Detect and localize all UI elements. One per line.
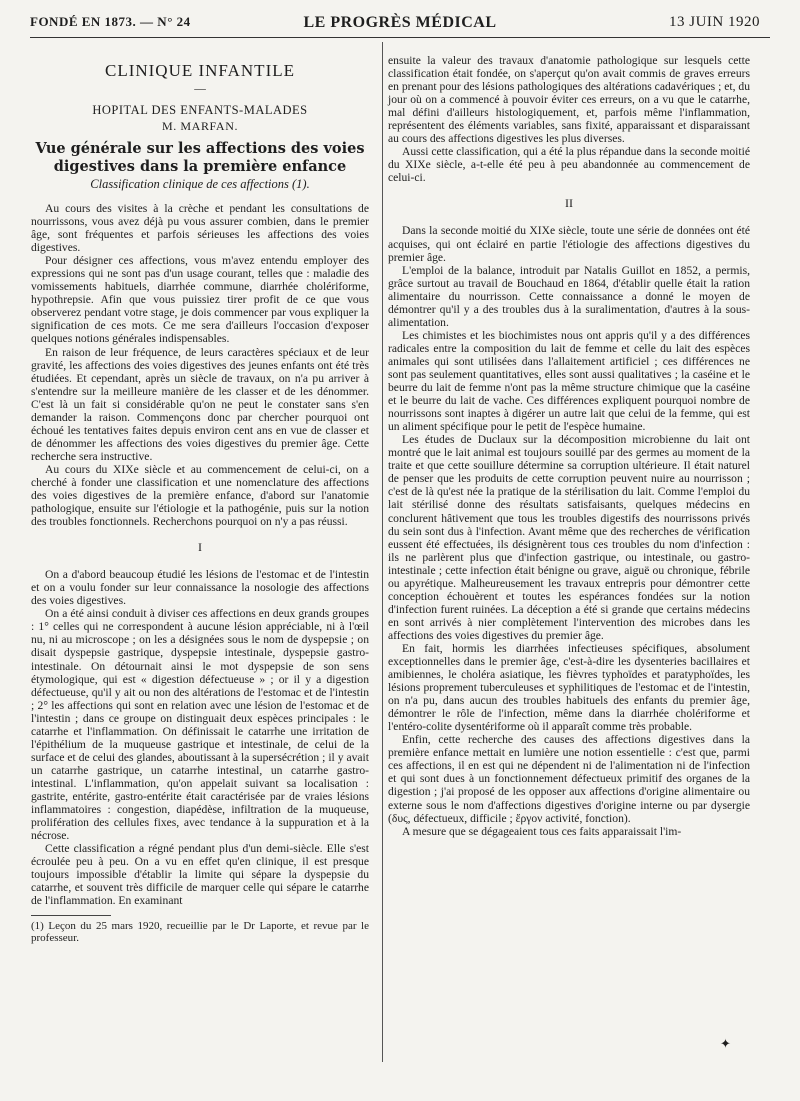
- paragraph: On a d'abord beaucoup étudié les lésions de l'estomac et de l'intestin et on a voulu fonder sur leur connaissance la nosologie des affections des voies digestives.: [31, 568, 369, 608]
- paragraph: On a été ainsi conduit à diviser ces affections en deux grands groupes : 1° celles qui ne correspondent à aucune lésion appréciable, ni à l'œil nu, ni au microscope ; on les a désignées sous le nom de dyspepsie ; on disait dyspepsie gastrique, dyspepsie intestinale, dyspepsie gastro-intestinale. On détournait ainsi le mot dyspepsie de son sens étymologique, qui est « digestion défectueuse » ; or il y a digestion défectueuse, qu'il y ait ou non des altérations de l'estomac et de l'intestin ; 2° les affections qui sont en relation avec une lésion de l'estomac et de l'intestin ; dans ce groupe on distinguait deux espèces principales : le catarrhe et l'inflammation. On définissait le catarrhe une irritation de l'épithélium de la muqueuse gastrique et intestinale, de celui de la surface et de celui des glandes, aboutissant à la supersécrétion ; il y avait un catarrhe gastrique, un catarrhe intestinal, un catarrhe gastro-intestinal. L'inflammation, qu'on appelait suivant sa localisation : gastrite, entérite, gastro-entérite était caractérisée par de vraies lésions inflammatoires : congestion, diapédèse, infiltration de la muqueuse, prolifération des cellules fixes, avec tendance à la suppuration et à la nécrose.: [31, 607, 369, 843]
- column-divider: [382, 42, 383, 1062]
- paragraph: Les études de Duclaux sur la décomposition microbienne du lait ont montré que le lait animal est toujours souillé par des germes au moment de la traite et que cette souillure détermine sa corruption ultérieure. Il était naturel de penser que les produits de cette corruption peuvent nuire au nourrisson ; c'est de là qu'est née la pratique de la stérilisation du lait. Comme l'emploi du lait stérilisé donne des résultats satisfaisants, quelques médecins en conclurent hâtivement que tous les troubles digestifs des nourrissons privés du sein sont dus à l'infection. Avant même que des recherches de vérification eussent été effectuées, ils désignèrent tous ces troubles du nom d'infection : ils ne parlèrent plus que d'infection gastrique, ou intestinale, ou gastro-intestinale ; cette infection était bénigne ou grave, aiguë ou chronique, fébrile ou apyrétique. Malheureusement les travaux entrepris pour démontrer cette conception échouèrent et toutes les espérances fondées sur la notion d'infection furent ruinées. La déception a été si grande que certains médecins en sont arrivés à nier complètement l'intervention des microbes dans les affections des voies digestives du premier âge.: [388, 433, 750, 642]
- section-heading-i: I: [198, 540, 202, 555]
- footnote: (1) Leçon du 25 mars 1920, recueillie par le Dr Laporte, et revue par le professeur.: [31, 920, 369, 945]
- footnote-rule: [31, 915, 111, 916]
- end-ornament: ✦: [720, 1036, 731, 1051]
- article-title-line-2: digestives dans la première enfance: [53, 158, 347, 175]
- paragraph: Pour désigner ces affections, vous m'avez entendu employer des expressions qui ne sont pas d'un usage courant, telles que : maladie des vomissements habituels, diarrhée commune, diarrhée cholériforme, hypothrepsie. Afin que vous puissiez tirer profit de ce que vous observerez pendant votre stage, je dois commencer par vous expliquer la signification de ces mots. Ce me sera d'ailleurs l'occasion d'exposer quelques notions générales indispensables.: [31, 254, 369, 346]
- paragraph: Cette classification a régné pendant plus d'un demi-siècle. Elle s'est écroulée peu à peu. On a vu en effet qu'en clinique, il est presque toujours impossible d'établir la limite qui sépare la dyspepsie du catarrhe, et souvent très difficile de marquer celle qui sépare le catarrhe de l'inflammation. En examinant: [31, 842, 369, 908]
- paragraph: Enfin, cette recherche des causes des affections digestives dans la première enfance mettait en lumière une notion essentielle : c'est que, parmi ces affections, il en est qui ne dépendent ni de l'alimentation ni de l'infection et qui sont dues à un fonctionnement défectueux primitif des organes de la digestion ; j'ai proposé de les opposer aux affections d'origine alimentaire ou externe sous le nom d'affections digestives d'origine interne ou par dysergie (δυς, défectueux, difficile ; ἔργον activité, fonction).: [388, 733, 750, 825]
- section-heading-ii: II: [565, 196, 573, 211]
- paragraph: Aussi cette classification, qui a été la plus répandue dans la seconde moitié du XIXe siècle, a-t-elle été peu à peu abandonnée au commencement de celui-ci.: [388, 145, 750, 185]
- journal-title: LE PROGRÈS MÉDICAL: [303, 14, 497, 31]
- issue-date: 13 JUIN 1920: [669, 14, 760, 30]
- paragraph: En fait, hormis les diarrhées infectieuses spécifiques, absolument exceptionnelles dans le premier âge, c'est-à-dire les dysenteries bacillaires et amibiennes, le choléra asiatique, les fièvres typhoïdes et paratyphoïdes, les lésions proprement tuberculeuses et syphilitiques de l'estomac et de l'intestin, on n'a pu, dans aucun des troubles habituels des enfants du premier âge, démontrer le rôle de l'infection, même dans la diarrhée cholériforme et l'entéro-colite dysentériforme où il apparaît comme très probable.: [388, 641, 750, 734]
- paragraph: Au cours des visites à la crèche et pendant les consultations de nourrissons, vous avez déjà pu vous assurer combien, dans le premier âge, sont fréquentes et parfois sérieuses les affections des voies digestives.: [31, 202, 369, 255]
- header-rule: [30, 37, 770, 38]
- paragraph: En raison de leur fréquence, de leurs caractères spéciaux et de leur gravité, les affections des voies digestives des jeunes enfants ont été très étudiées. Et cependant, après un siècle de travaux, on n'a pu arriver à s'entendre sur la meilleure manière de les classer et de les dénommer. C'est là un fait si considérable qu'on ne peut le constater sans s'en demander la raison. Commençons donc par chercher pourquoi ont échoué les tentatives faites depuis environ cent ans en vue de classer et de dénommer les affections des voies digestives du premier âge. Cette recherche sera instructive.: [31, 345, 369, 463]
- paragraph: ensuite la valeur des travaux d'anatomie pathologique sur lesquels cette classification était fondée, on s'aperçut qu'on avait commis de graves erreurs en prenant pour des lésions pathologiques des altérations cadavériques ; et, du jour où on a commencé à pouvoir éviter ces erreurs, on a vu que le catarrhe, mal défini d'ailleurs histologiquement, et, parfois même l'inflammation, représentent des éléments variables, sans fixité, apparaissant et disparaissant au cours des affections digestives les plus diverses.: [388, 54, 750, 146]
- rubric-dash: —: [194, 82, 206, 95]
- rubric-title: CLINIQUE INFANTILE: [104, 61, 295, 80]
- founding-note: FONDÉ EN 1873. — N° 24: [30, 14, 191, 29]
- article-subtitle: Classification clinique de ces affections (1).: [90, 177, 310, 191]
- right-column: [388, 54, 750, 838]
- paragraph: Les chimistes et les biochimistes nous ont appris qu'il y a des différences radicales entre la composition du lait de femme et celle du lait des espèces animales qui sont utilisées dans l'allaitement artificiel ; ces différences ne sont pas seulement quantitatives, elles sont aussi qualitatives ; la caséine et le beurre du lait de femme n'ont pas la même structure chimique que la caséine et le beurre du lait de vache. Ces différences expliquent pourquoi nombre de nourrissons sont inaptes à digérer un autre lait que celui de la femme, qui est un aliment spécifique pour le petit de l'espèce humaine.: [388, 328, 750, 434]
- left-column: [31, 60, 369, 944]
- paragraph: L'emploi de la balance, introduit par Natalis Guillot en 1852, a permis, grâce surtout au travail de Bouchaud en 1864, d'établir quelle était la ration alimentaire du nourrisson. Cette connaissance a donné le moyen de démontrer qu'il y a des troubles dus à la suralimentation, d'autres à la sous-alimentation.: [388, 263, 750, 329]
- paragraph: A mesure que se dégageaient tous ces faits apparaissait l'im-: [402, 824, 682, 838]
- paragraph: Au cours du XIXe siècle et au commencement de celui-ci, on a cherché à fonder une classification et une nomenclature des affections des voies digestives de la première enfance, d'abord sur l'anatomie pathologique, ensuite sur l'étiologie et la pathogénie, puis sur la notion des troubles fonctionnels. Recherchons pourquoi on n'y a pas réussi.: [31, 462, 369, 529]
- paragraph: Dans la seconde moitié du XIXe siècle, toute une série de données ont été acquises, qui ont éclairé en partie l'étiologie des affections digestives du premier âge.: [388, 224, 750, 264]
- hospital-name: HOPITAL DES ENFANTS-MALADES: [92, 103, 308, 117]
- article-title-line-1: Vue générale sur les affections des voies: [35, 140, 365, 157]
- author-name: M. MARFAN.: [161, 119, 239, 133]
